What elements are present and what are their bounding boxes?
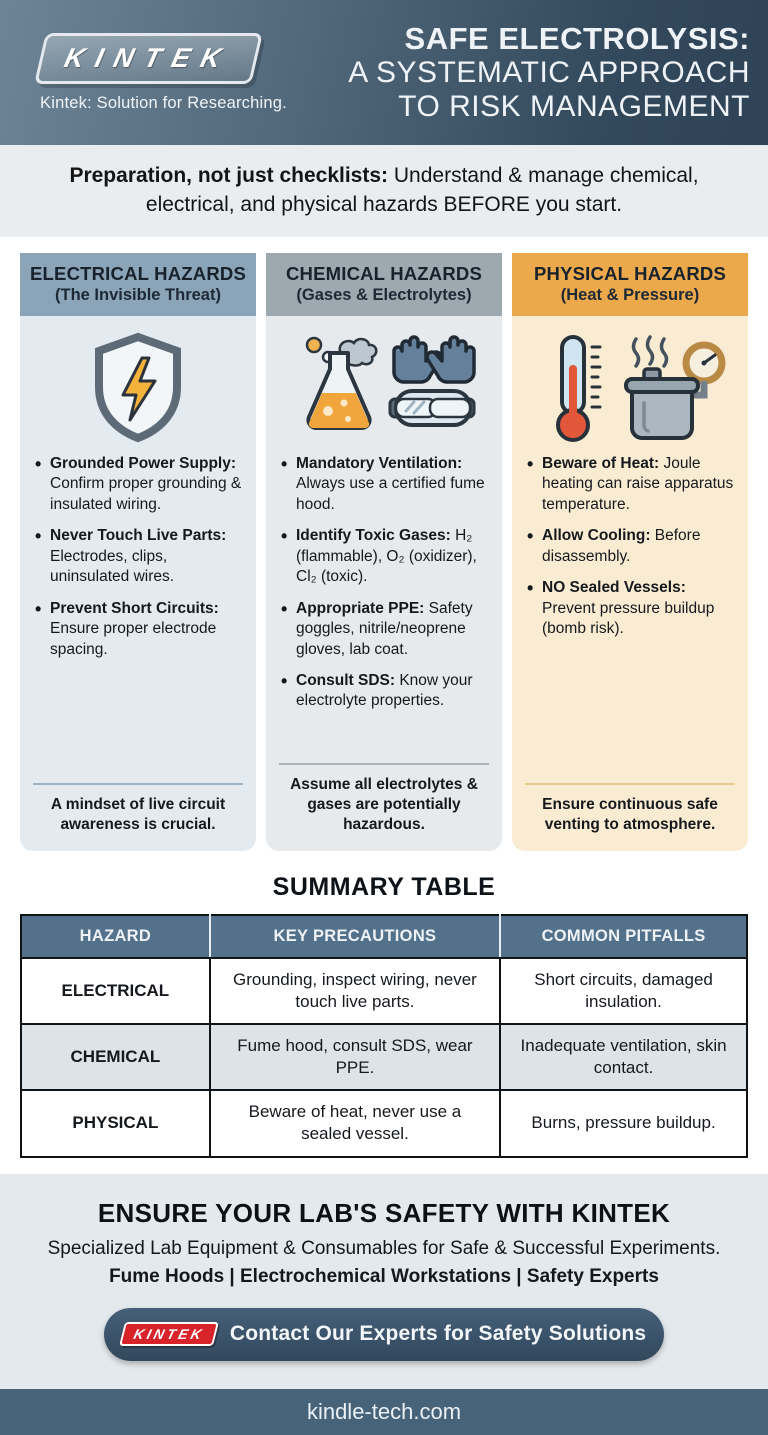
- physical-hazards-card: [512, 253, 748, 851]
- chemical-hazards-card: [266, 253, 502, 851]
- list-item: • Never Touch Live Parts: Electrodes, clips, uninsulated wires.: [33, 526, 243, 587]
- physical-card-body: [512, 316, 748, 851]
- electrical-card-header: [20, 253, 256, 316]
- list-item: • Identify Toxic Gases: H₂ (flammable), O₂ (oxidizer), Cl₂ (toxic).: [279, 526, 489, 587]
- summary-table: [20, 914, 748, 1158]
- electrical-card-title: ELECTRICAL HAZARDS: [29, 262, 246, 284]
- cta-button-label: Contact Our Experts for Safety Solutions: [229, 1322, 647, 1345]
- cta-services: Fume Hoods | Electrochemical Workstations | Safety Experts: [109, 1265, 659, 1287]
- list-item: • Grounded Power Supply: Confirm proper grounding & insulated wiring.: [33, 454, 243, 515]
- brand-block: [40, 33, 287, 113]
- table-row: CHEMICAL Fume hood, consult SDS, wear PPE. Inadequate ventilation, skin contact.: [21, 1024, 747, 1090]
- col-header-pitfalls: COMMON PITFALLS: [500, 915, 747, 958]
- list-item: • Prevent Short Circuits: Ensure proper electrode spacing.: [33, 599, 243, 660]
- electrical-card-subtitle: (The Invisible Threat): [55, 285, 221, 304]
- title-line-3: TO RISK MANAGEMENT: [398, 90, 750, 123]
- shield-lightning-icon: [33, 328, 243, 446]
- physical-card-header: [512, 253, 748, 316]
- intro-rest: Understand & manage chemical, electrical, and physical hazards BEFORE you start.: [145, 164, 699, 216]
- summary-title: SUMMARY TABLE: [272, 872, 496, 901]
- table-header-row: [21, 915, 747, 958]
- intro-lead: Preparation, not just checklists:: [69, 164, 389, 187]
- contact-experts-button[interactable]: [104, 1308, 664, 1361]
- bottom-bar: [0, 1389, 768, 1435]
- chemical-card-footer: Assume all electrolytes & gases are potentially hazardous.: [279, 763, 489, 835]
- cta-section: [0, 1174, 768, 1389]
- chemical-card-subtitle: (Gases & Electrolytes): [296, 285, 472, 304]
- physical-card-subtitle: (Heat & Pressure): [560, 285, 700, 304]
- flask-gloves-goggles-icon: [279, 328, 489, 446]
- list-item: • Allow Cooling: Before disassembly.: [525, 526, 735, 567]
- table-row: ELECTRICAL Grounding, inspect wiring, never touch live parts. Short circuits, damaged insulation.: [21, 958, 747, 1024]
- page-title: [348, 21, 750, 124]
- cta-heading: ENSURE YOUR LAB'S SAFETY WITH KINTEK: [97, 1197, 671, 1228]
- list-item: • Appropriate PPE: Safety goggles, nitrile/neoprene gloves, lab coat.: [279, 599, 489, 660]
- hazard-columns: [0, 237, 768, 863]
- chemical-bullet-list: [279, 454, 489, 723]
- chemical-card-body: [266, 316, 502, 851]
- intro-band: [0, 145, 768, 237]
- header: [0, 0, 768, 145]
- kintek-logo: [34, 33, 262, 84]
- brand-tagline: Kintek: Solution for Researching.: [40, 93, 287, 112]
- physical-card-footer: Ensure continuous safe venting to atmosphere.: [525, 783, 735, 835]
- col-header-hazard: HAZARD: [21, 915, 210, 958]
- electrical-card-footer: A mindset of live circuit awareness is crucial.: [33, 783, 243, 835]
- col-header-precautions: KEY PRECAUTIONS: [210, 915, 500, 958]
- title-line-1: SAFE ELECTROLYSIS:: [404, 21, 750, 57]
- electrical-hazards-card: [20, 253, 256, 851]
- cta-subtext: Specialized Lab Equipment & Consumables for Safe & Successful Experiments.: [47, 1237, 721, 1259]
- intro-text: [55, 162, 713, 220]
- title-line-2: A SYSTEMATIC APPROACH: [348, 56, 750, 90]
- thermometer-pressure-vessel-icon: [525, 328, 735, 446]
- list-item: • Mandatory Ventilation: Always use a certified fume hood.: [279, 454, 489, 515]
- physical-card-title: PHYSICAL HAZARDS: [534, 262, 726, 284]
- website-link[interactable]: kindle-tech.com: [306, 1398, 462, 1424]
- physical-bullet-list: [525, 454, 735, 651]
- chemical-card-header: [266, 253, 502, 316]
- list-item: • Consult SDS: Know your electrolyte properties.: [279, 671, 489, 712]
- summary-section: [0, 863, 768, 1174]
- electrical-bullet-list: [33, 454, 243, 671]
- kintek-red-logo: KINTEK: [119, 1322, 219, 1346]
- electrical-card-body: [20, 316, 256, 851]
- kintek-logo-text: KINTEK: [61, 42, 236, 73]
- list-item: • Beware of Heat: Joule heating can raise apparatus temperature.: [525, 454, 735, 515]
- chemical-card-title: CHEMICAL HAZARDS: [285, 262, 483, 284]
- table-row: PHYSICAL Beware of heat, never use a sealed vessel. Burns, pressure buildup.: [21, 1090, 747, 1156]
- list-item: • NO Sealed Vessels: Prevent pressure buildup (bomb risk).: [525, 578, 735, 639]
